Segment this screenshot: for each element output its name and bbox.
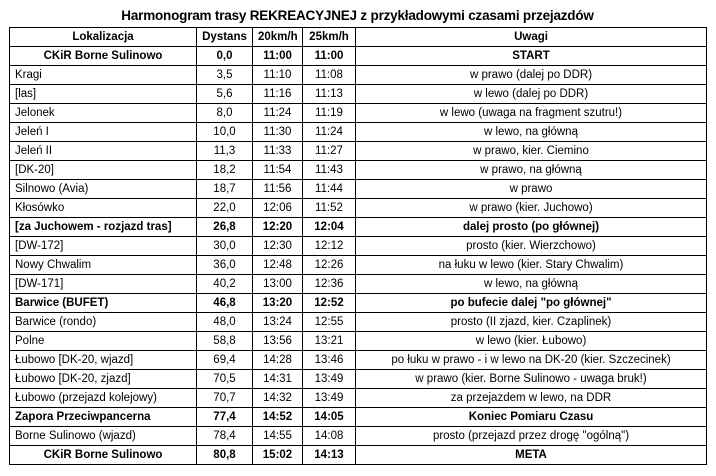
note-cell: za przejazdem w lewo, na DDR: [356, 389, 707, 408]
time-25kmh-cell: 11:08: [303, 66, 356, 85]
location-cell: Silnowo (Avia): [10, 180, 197, 199]
note-cell: w prawo (kier. Juchowo): [356, 199, 707, 218]
time-20kmh-cell: 11:10: [253, 66, 303, 85]
note-cell: po łuku w prawo - i w lewo na DK-20 (kier. Szczecinek): [356, 351, 707, 370]
time-25kmh-cell: 14:08: [303, 427, 356, 446]
time-20kmh-cell: 11:56: [253, 180, 303, 199]
distance-cell: 3,5: [197, 66, 253, 85]
distance-cell: 36,0: [197, 256, 253, 275]
location-cell: [las]: [10, 85, 197, 104]
time-25kmh-cell: 12:12: [303, 237, 356, 256]
distance-cell: 77,4: [197, 408, 253, 427]
note-cell: dalej prosto (po głównej): [356, 218, 707, 237]
time-25kmh-cell: 11:52: [303, 199, 356, 218]
distance-cell: 11,3: [197, 142, 253, 161]
table-row: [10, 294, 707, 313]
time-25kmh-cell: 11:13: [303, 85, 356, 104]
note-cell: START: [356, 47, 707, 66]
time-20kmh-cell: 12:20: [253, 218, 303, 237]
time-25kmh-cell: 13:49: [303, 389, 356, 408]
time-25kmh-cell: 12:36: [303, 275, 356, 294]
table-row: [10, 180, 707, 199]
table-row: [10, 389, 707, 408]
header-distance: Dystans: [197, 28, 253, 47]
table-row: [10, 66, 707, 85]
time-20kmh-cell: 14:28: [253, 351, 303, 370]
location-cell: Jeleń II: [10, 142, 197, 161]
time-20kmh-cell: 12:30: [253, 237, 303, 256]
table-row: [10, 446, 707, 465]
time-20kmh-cell: 13:00: [253, 275, 303, 294]
location-cell: Borne Sulinowo (wjazd): [10, 427, 197, 446]
time-20kmh-cell: 11:30: [253, 123, 303, 142]
note-cell: w prawo: [356, 180, 707, 199]
location-cell: Kłosówko: [10, 199, 197, 218]
note-cell: w prawo, kier. Ciemino: [356, 142, 707, 161]
time-25kmh-cell: 14:05: [303, 408, 356, 427]
distance-cell: 26,8: [197, 218, 253, 237]
table-row: [10, 408, 707, 427]
table-row: [10, 237, 707, 256]
header-time-25kmh: 25km/h: [303, 28, 356, 47]
location-cell: Kragi: [10, 66, 197, 85]
time-20kmh-cell: 14:52: [253, 408, 303, 427]
time-25kmh-cell: 11:19: [303, 104, 356, 123]
location-cell: Łubowo [DK-20, zjazd]: [10, 370, 197, 389]
time-20kmh-cell: 14:32: [253, 389, 303, 408]
time-20kmh-cell: 12:48: [253, 256, 303, 275]
distance-cell: 80,8: [197, 446, 253, 465]
location-cell: Jelonek: [10, 104, 197, 123]
time-25kmh-cell: 12:04: [303, 218, 356, 237]
document-title: Harmonogram trasy REKREACYJNEJ z przykładowymi czasami przejazdów: [121, 8, 594, 23]
schedule-table: [9, 27, 707, 465]
location-cell: CKiR Borne Sulinowo: [10, 446, 197, 465]
table-row: [10, 313, 707, 332]
distance-cell: 46,8: [197, 294, 253, 313]
table-header-row: [10, 28, 707, 47]
location-cell: Łubowo (przejazd kolejowy): [10, 389, 197, 408]
location-cell: Barwice (BUFET): [10, 294, 197, 313]
time-25kmh-cell: 11:00: [303, 47, 356, 66]
distance-cell: 0,0: [197, 47, 253, 66]
note-cell: Koniec Pomiaru Czasu: [356, 408, 707, 427]
time-20kmh-cell: 13:24: [253, 313, 303, 332]
location-cell: [DW-172]: [10, 237, 197, 256]
location-cell: [za Juchowem - rozjazd tras]: [10, 218, 197, 237]
table-row: [10, 85, 707, 104]
time-25kmh-cell: 11:44: [303, 180, 356, 199]
location-cell: Nowy Chwalim: [10, 256, 197, 275]
table-row: [10, 199, 707, 218]
note-cell: po bufecie dalej "po głównej": [356, 294, 707, 313]
note-cell: w lewo (uwaga na fragment szutru!): [356, 104, 707, 123]
time-20kmh-cell: 11:54: [253, 161, 303, 180]
table-row: [10, 123, 707, 142]
note-cell: w prawo (kier. Borne Sulinowo - uwaga bruk!): [356, 370, 707, 389]
table-row: [10, 370, 707, 389]
distance-cell: 10,0: [197, 123, 253, 142]
distance-cell: 5,6: [197, 85, 253, 104]
time-20kmh-cell: 13:20: [253, 294, 303, 313]
distance-cell: 18,7: [197, 180, 253, 199]
distance-cell: 8,0: [197, 104, 253, 123]
time-25kmh-cell: 11:24: [303, 123, 356, 142]
time-20kmh-cell: 12:06: [253, 199, 303, 218]
time-20kmh-cell: 11:00: [253, 47, 303, 66]
table-row: [10, 161, 707, 180]
location-cell: Zapora Przeciwpancerna: [10, 408, 197, 427]
distance-cell: 18,2: [197, 161, 253, 180]
time-25kmh-cell: 13:49: [303, 370, 356, 389]
note-cell: prosto (II zjazd, kier. Czaplinek): [356, 313, 707, 332]
distance-cell: 70,7: [197, 389, 253, 408]
time-25kmh-cell: 12:55: [303, 313, 356, 332]
distance-cell: 48,0: [197, 313, 253, 332]
time-20kmh-cell: 14:31: [253, 370, 303, 389]
distance-cell: 30,0: [197, 237, 253, 256]
location-cell: [DK-20]: [10, 161, 197, 180]
table-row: [10, 256, 707, 275]
table-row: [10, 275, 707, 294]
table-row: [10, 142, 707, 161]
note-cell: prosto (kier. Wierzchowo): [356, 237, 707, 256]
time-20kmh-cell: 11:16: [253, 85, 303, 104]
table-row: [10, 427, 707, 446]
location-cell: Barwice (rondo): [10, 313, 197, 332]
distance-cell: 70,5: [197, 370, 253, 389]
note-cell: w lewo (dalej po DDR): [356, 85, 707, 104]
table-row: [10, 351, 707, 370]
table-row: [10, 104, 707, 123]
time-25kmh-cell: 12:52: [303, 294, 356, 313]
note-cell: META: [356, 446, 707, 465]
note-cell: w lewo (kier. Łubowo): [356, 332, 707, 351]
note-cell: w lewo, na główną: [356, 275, 707, 294]
distance-cell: 69,4: [197, 351, 253, 370]
time-25kmh-cell: 13:21: [303, 332, 356, 351]
location-cell: Łubowo [DK-20, wjazd]: [10, 351, 197, 370]
time-25kmh-cell: 14:13: [303, 446, 356, 465]
distance-cell: 78,4: [197, 427, 253, 446]
distance-cell: 22,0: [197, 199, 253, 218]
note-cell: w prawo (dalej po DDR): [356, 66, 707, 85]
time-20kmh-cell: 14:55: [253, 427, 303, 446]
time-20kmh-cell: 11:24: [253, 104, 303, 123]
time-25kmh-cell: 12:26: [303, 256, 356, 275]
table-row: [10, 47, 707, 66]
note-cell: prosto (przejazd przez drogę "ogólną"): [356, 427, 707, 446]
table-row: [10, 332, 707, 351]
location-cell: [DW-171]: [10, 275, 197, 294]
distance-cell: 40,2: [197, 275, 253, 294]
time-20kmh-cell: 11:33: [253, 142, 303, 161]
note-cell: na łuku w lewo (kier. Stary Chwalim): [356, 256, 707, 275]
time-25kmh-cell: 13:46: [303, 351, 356, 370]
time-25kmh-cell: 11:27: [303, 142, 356, 161]
time-20kmh-cell: 15:02: [253, 446, 303, 465]
note-cell: w lewo, na główną: [356, 123, 707, 142]
header-notes: Uwagi: [356, 28, 707, 47]
header-time-20kmh: 20km/h: [253, 28, 303, 47]
time-20kmh-cell: 13:56: [253, 332, 303, 351]
distance-cell: 58,8: [197, 332, 253, 351]
header-location: Lokalizacja: [10, 28, 197, 47]
time-25kmh-cell: 11:43: [303, 161, 356, 180]
location-cell: Polne: [10, 332, 197, 351]
note-cell: w prawo, na główną: [356, 161, 707, 180]
location-cell: Jeleń I: [10, 123, 197, 142]
location-cell: CKiR Borne Sulinowo: [10, 47, 197, 66]
table-row: [10, 218, 707, 237]
